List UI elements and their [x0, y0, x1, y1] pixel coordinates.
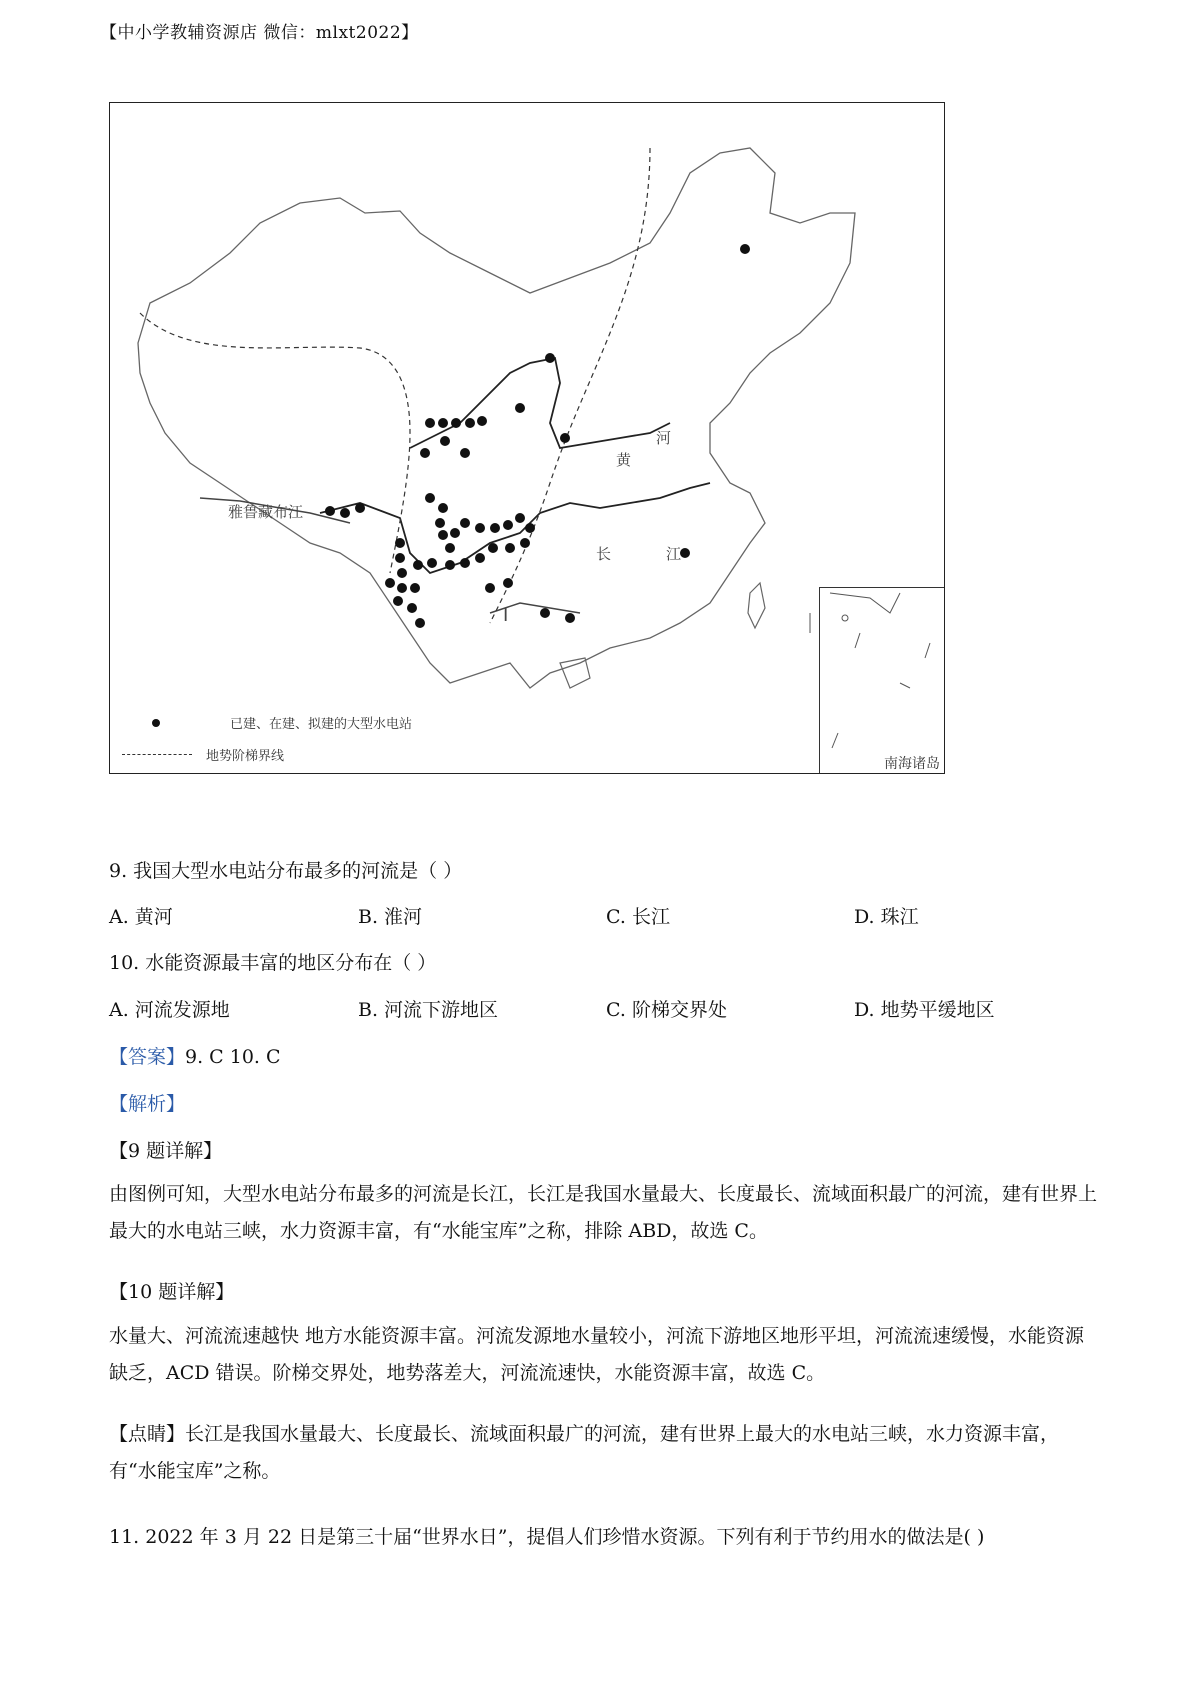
station-dot	[395, 553, 405, 563]
station-dot	[415, 618, 425, 628]
legend-dash-icon	[122, 754, 192, 755]
inset-label: 南海诸岛	[882, 753, 942, 773]
legend-boundary	[122, 745, 284, 764]
q10-option-c: C. 阶梯交界处	[606, 999, 727, 1021]
taiwan-island	[748, 583, 765, 628]
answer-line	[109, 1042, 281, 1069]
station-dot	[460, 448, 470, 458]
station-dot	[427, 558, 437, 568]
station-dot	[385, 578, 395, 588]
station-dot	[435, 518, 445, 528]
station-dot	[515, 513, 525, 523]
station-dot	[525, 523, 535, 533]
station-dot	[460, 518, 470, 528]
yangtze-river	[320, 483, 710, 573]
station-dot	[465, 418, 475, 428]
detail-9-body: 由图例可知，大型水电站分布最多的河流是长江，长江是我国水量最大、长度最长、流域面积最广的河流，建有世界上最大的水电站三峡，水力资源丰富，有“水能宝库”之称，排除 ABD，故选 C。	[109, 1183, 1098, 1242]
detail-10-title: 【10 题详解】	[109, 1281, 235, 1303]
station-dot	[440, 436, 450, 446]
question-11-stem: 11. 2022 年 3 月 22 日是第三十届“世界水日”，提倡人们珍惜水资源。下列有利于节约用水的做法是( )	[109, 1526, 985, 1548]
q9-option-c: C. 长江	[606, 906, 670, 928]
watermark-header: 【中小学教辅资源店 微信：mlxt2022】	[100, 23, 419, 43]
pointer-block	[109, 1416, 1099, 1490]
station-dots	[325, 244, 750, 628]
chang-label-2: 江	[666, 545, 682, 563]
station-dot	[445, 543, 455, 553]
station-dot	[490, 523, 500, 533]
station-dot	[397, 583, 407, 593]
station-dot	[438, 418, 448, 428]
station-dot	[503, 520, 513, 530]
south-china-sea-inset	[819, 587, 945, 774]
station-dot	[560, 433, 570, 443]
question-10-stem: 10. 水能资源最丰富的地区分布在（ ）	[109, 952, 437, 974]
station-dot	[740, 244, 750, 254]
station-dot	[425, 493, 435, 503]
station-dot	[520, 538, 530, 548]
legend-dot-icon	[152, 719, 160, 727]
pointer-tag: 【点睛】	[109, 1423, 186, 1445]
station-dot	[325, 506, 335, 516]
answer-text: 9. C 10. C	[185, 1046, 281, 1068]
station-dot	[475, 553, 485, 563]
q9-option-b: B. 淮河	[358, 906, 423, 928]
detail-10-body: 水量大、河流流速越快 地方水能资源丰富。河流发源地水量较小，河流下游地区地形平坦，河流流速缓慢，水能资源缺乏，ACD 错误。阶梯交界处，地势落差大，河流流速快，水能资源丰富，故选 C。	[109, 1325, 1085, 1384]
station-dot	[355, 503, 365, 513]
station-dot	[503, 578, 513, 588]
china-hydropower-map	[109, 102, 945, 774]
station-dot	[680, 548, 690, 558]
huang-label-2: 河	[656, 429, 672, 447]
hainan-island	[560, 658, 590, 688]
q10-option-a: A. 河流发源地	[109, 999, 230, 1021]
yarlung-river-label: 雅鲁藏布江	[228, 503, 304, 521]
station-dot	[420, 448, 430, 458]
station-dot	[488, 543, 498, 553]
station-dot	[485, 583, 495, 593]
step-boundary-1	[140, 313, 410, 573]
station-dot	[397, 568, 407, 578]
legend-station-text: 已建、在建、拟建的大型水电站	[230, 717, 413, 732]
station-dot	[410, 583, 420, 593]
yellow-river	[410, 358, 670, 448]
station-dot	[413, 560, 423, 570]
station-dot	[450, 528, 460, 538]
station-dot	[393, 596, 403, 606]
station-dot	[438, 530, 448, 540]
station-dot	[515, 403, 525, 413]
pointer-body: 长江是我国水量最大、长度最长、流域面积最广的河流，建有世界上最大的水电站三峡，水力资源丰富，有“水能宝库”之称。	[109, 1423, 1060, 1482]
station-dot	[407, 603, 417, 613]
detail-9-title: 【9 题详解】	[109, 1140, 223, 1162]
q9-option-a: A. 黄河	[109, 906, 173, 928]
station-dot	[340, 508, 350, 518]
answer-tag: 【答案】	[109, 1046, 186, 1068]
legend-station	[122, 713, 412, 732]
station-dot	[445, 560, 455, 570]
step-boundary-2	[490, 148, 650, 623]
station-dot	[460, 558, 470, 568]
question-9-stem: 9. 我国大型水电站分布最多的河流是（ ）	[109, 860, 463, 882]
country-outline	[138, 148, 855, 688]
station-dot	[565, 613, 575, 623]
roman-one-label: I	[503, 605, 509, 626]
q9-option-d: D. 珠江	[854, 906, 919, 928]
station-dot	[438, 503, 448, 513]
station-dot	[425, 418, 435, 428]
q10-option-b: B. 河流下游地区	[358, 999, 499, 1021]
station-dot	[540, 608, 550, 618]
station-dot	[505, 543, 515, 553]
q10-option-d: D. 地势平缓地区	[854, 999, 995, 1021]
station-dot	[395, 538, 405, 548]
legend-boundary-text: 地势阶梯界线	[206, 749, 285, 764]
station-dot	[477, 416, 487, 426]
station-dot	[545, 353, 555, 363]
huang-label-1: 黄	[616, 451, 632, 469]
chang-label-1: 长	[596, 545, 612, 563]
station-dot	[475, 523, 485, 533]
analysis-tag: 【解析】	[109, 1093, 186, 1115]
station-dot	[451, 418, 461, 428]
